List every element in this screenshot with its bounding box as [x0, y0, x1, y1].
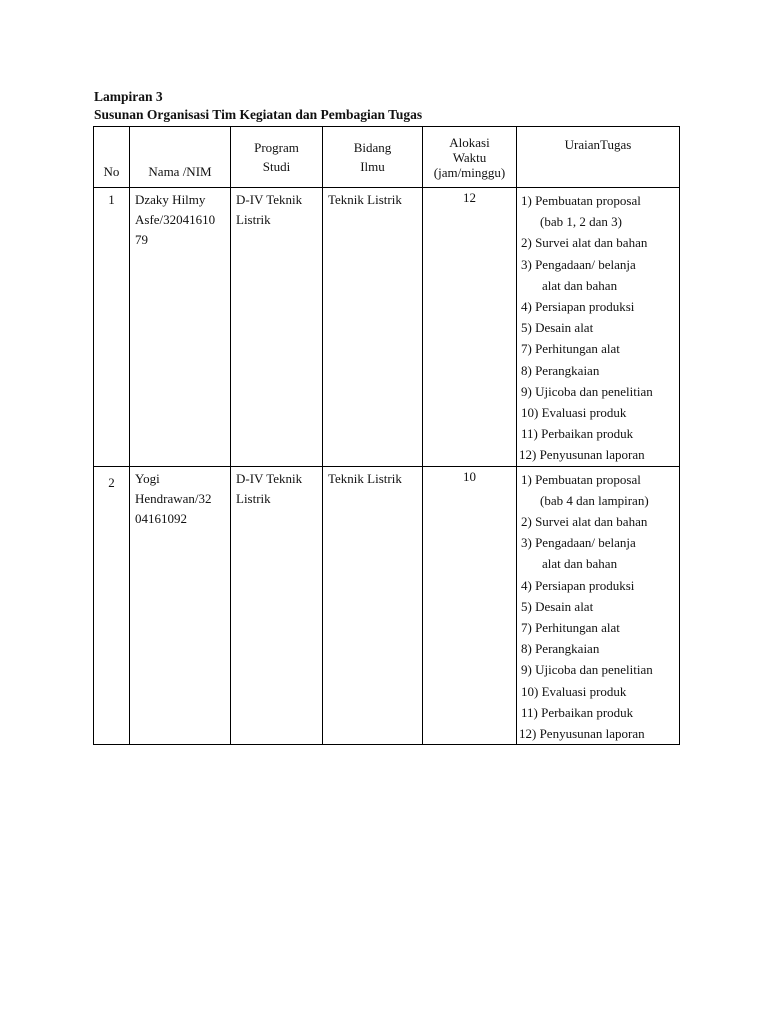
table-header-row: [94, 127, 680, 188]
header-no: No: [94, 127, 130, 188]
header-nama-nim: Nama /NIM: [130, 127, 231, 188]
alokasi-waktu: 10: [423, 466, 517, 745]
header-program-studi: [231, 127, 323, 188]
task-item: 12) Penyusunan laporan: [519, 726, 645, 742]
program-line: D-IV Teknik: [236, 192, 303, 207]
header-alokasi-line1: Alokasi: [449, 134, 490, 150]
task-item: 2) Survei alat dan bahan: [521, 235, 648, 251]
member-name-nim: [130, 466, 231, 745]
task-item: 1) Pembuatan proposal: [521, 193, 641, 208]
task-item: 9) Ujicoba dan penelitian: [521, 662, 653, 678]
header-alokasi-line3: (jam/minggu): [433, 164, 506, 180]
task-item: 4) Persiapan produksi: [521, 299, 635, 315]
name-line: Dzaky Hilmy: [135, 192, 206, 207]
name-line: Asfe/32041610: [135, 212, 216, 227]
name-line: 04161092: [135, 510, 187, 526]
task-item: 1) Pembuatan proposal: [521, 471, 641, 487]
task-item: 3) Pengadaan/ belanja: [521, 256, 636, 272]
task-item: 4) Persiapan produksi: [521, 577, 635, 593]
task-item: 3) Pengadaan/ belanja: [521, 535, 636, 551]
program-line: Listrik: [236, 490, 271, 506]
task-item: 11) Perbaikan produk: [521, 704, 634, 720]
program-studi: [231, 466, 323, 745]
task-item: 5) Desain alat: [521, 320, 594, 336]
header-bidang-line1: Bidang: [353, 140, 392, 155]
header-program-line1: Program: [254, 140, 299, 155]
bidang-ilmu: Teknik Listrik: [323, 188, 423, 467]
header-alokasi-waktu: [423, 127, 517, 188]
alokasi-waktu: 12: [423, 188, 517, 467]
task-item: 2) Survei alat dan bahan: [521, 514, 648, 530]
bidang-ilmu: Teknik Listrik: [323, 466, 423, 745]
uraian-tugas-list: [517, 466, 680, 745]
name-line: Yogi: [135, 470, 160, 486]
task-item-continuation: alat dan bahan: [542, 277, 618, 293]
header-uraian-tugas: UraianTugas: [517, 127, 680, 188]
task-item: 10) Evaluasi produk: [521, 405, 627, 421]
task-allocation-table: [93, 126, 680, 745]
task-item: 9) Ujicoba dan penelitian: [521, 383, 653, 399]
header-alokasi-line2: Waktu: [452, 149, 487, 165]
task-item: 11) Perbaikan produk: [521, 426, 634, 442]
header-program-line2: Studi: [262, 159, 291, 174]
program-studi: [231, 188, 323, 467]
table-row: [94, 466, 680, 745]
program-line: D-IV Teknik: [236, 470, 303, 486]
task-item: 8) Perangkaian: [521, 362, 600, 378]
table-row: [94, 188, 680, 467]
row-number: 1: [94, 188, 130, 467]
member-name-nim: [130, 188, 231, 467]
task-item: 12) Penyusunan laporan: [519, 447, 645, 463]
lampiran-title: Lampiran 3: [94, 89, 163, 104]
document-subtitle: Susunan Organisasi Tim Kegiatan dan Pembagian Tugas: [94, 107, 423, 122]
task-item-continuation: (bab 1, 2 dan 3): [540, 214, 622, 230]
task-item: 10) Evaluasi produk: [521, 683, 627, 699]
task-item-continuation: (bab 4 dan lampiran): [540, 492, 649, 508]
uraian-tugas-list: [517, 188, 680, 467]
task-item-continuation: alat dan bahan: [542, 556, 618, 572]
name-line: 79: [135, 232, 148, 247]
task-item: 8) Perangkaian: [521, 641, 600, 657]
task-item: 5) Desain alat: [521, 598, 594, 614]
task-item: 7) Perhitungan alat: [521, 341, 620, 357]
header-bidang-line2: Ilmu: [360, 159, 385, 174]
header-bidang-ilmu: [323, 127, 423, 188]
program-line: Listrik: [236, 212, 271, 227]
name-line: Hendrawan/32: [135, 490, 212, 506]
row-number: 2: [94, 466, 130, 745]
task-item: 7) Perhitungan alat: [521, 620, 620, 636]
